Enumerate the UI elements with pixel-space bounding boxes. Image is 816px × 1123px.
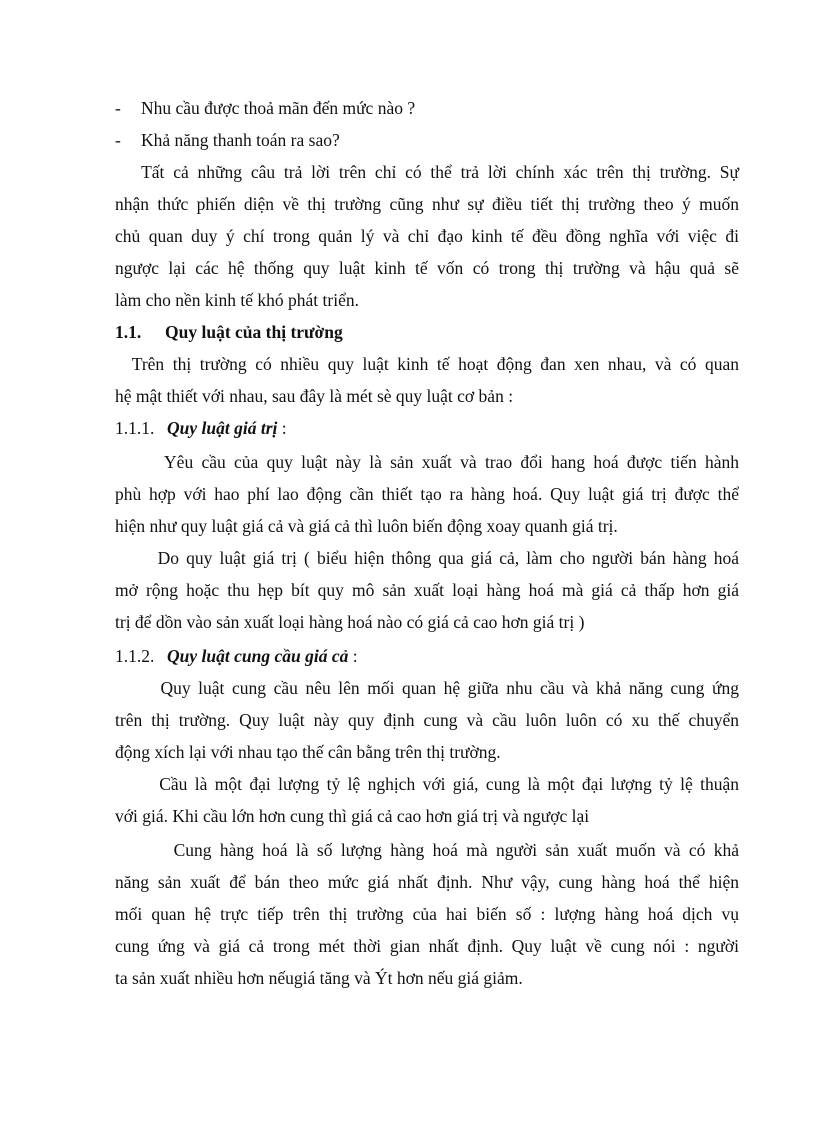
bullet-text: Khả năng thanh toán ra sao? bbox=[141, 130, 340, 150]
bullet-dash: - bbox=[115, 98, 121, 118]
paragraph-line: trên thị trường. Quy luật này quy định cung và cầu luôn luôn có xu thế chuyển bbox=[115, 710, 739, 730]
paragraph-line: ngược lại các hệ thống quy luật kinh tế vốn có trong thị trường và hậu quả sẽ bbox=[115, 258, 739, 278]
paragraph-line: mối quan hệ trực tiếp trên thị trường của hai biến số : lượng hàng hoá dịch vụ bbox=[115, 904, 739, 924]
paragraph-line: Tất cả những câu trả lời trên chỉ có thể trả lời chính xác trên thị trường. Sự bbox=[115, 162, 739, 182]
paragraph-line: trị để dồn vào sản xuất loại hàng hoá nào có giá cả cao hơn giá trị ) bbox=[115, 612, 585, 632]
paragraph-line: Do quy luật giá trị ( biểu hiện thông qua giá cả, làm cho người bán hàng hoá bbox=[115, 548, 739, 568]
subsection-heading bbox=[115, 416, 287, 440]
paragraph-line: năng sản xuất để bán theo mức giá nhất định. Như vậy, cung hàng hoá thể hiện bbox=[115, 872, 739, 892]
bullet-item bbox=[115, 96, 415, 120]
bullet-item bbox=[115, 128, 340, 152]
paragraph-line: nhận thức phiến diện về thị trường cũng như sự điều tiết thị trường theo ý muốn bbox=[115, 194, 739, 214]
bullet-dash: - bbox=[115, 130, 121, 150]
bullet-text: Nhu cầu được thoả mãn đến mức nào ? bbox=[141, 98, 416, 118]
subsection-suffix: : bbox=[277, 418, 287, 438]
paragraph-line: làm cho nền kinh tế khó phát triển. bbox=[115, 290, 359, 310]
paragraph-line: với giá. Khi cầu lớn hơn cung thì giá cả cao hơn giá trị và ngược lại bbox=[115, 806, 590, 826]
paragraph-line: Trên thị trường có nhiều quy luật kinh tế hoạt động đan xen nhau, và có quan bbox=[115, 354, 739, 374]
paragraph-line: hiện như quy luật giá cả và giá cả thì luôn biến động xoay quanh giá trị. bbox=[115, 516, 618, 536]
paragraph-line: Cung hàng hoá là số lượng hàng hoá mà người sản xuất muốn và có khả bbox=[115, 840, 739, 860]
paragraph-line: Cầu là một đại lượng tỷ lệ nghịch với giá, cung là một đại lượng tỷ lệ thuận bbox=[115, 774, 739, 794]
paragraph-line: mở rộng hoặc thu hẹp bít quy mô sản xuất loại hàng hoá mà giá cả thấp hơn giá bbox=[115, 580, 739, 600]
subsection-number: 1.1.2. bbox=[115, 646, 155, 666]
paragraph-line: hệ mật thiết với nhau, sau đây là mét sè quy luật cơ bản : bbox=[115, 386, 514, 406]
subsection-suffix: : bbox=[348, 646, 358, 666]
section-heading bbox=[115, 320, 343, 344]
paragraph-line: phù hợp với hao phí lao động cần thiết tạo ra hàng hoá. Quy luật giá trị được thể bbox=[115, 484, 739, 504]
paragraph-line: động xích lại với nhau tạo thế cân bằng trên thị trường. bbox=[115, 742, 501, 762]
paragraph-line: Quy luật cung cầu nêu lên mối quan hệ giữa nhu cầu và khả năng cung ứng bbox=[115, 678, 739, 698]
paragraph-line: chủ quan duy ý chí trong quản lý và chỉ đạo kinh tế đều đồng nghĩa với việc đi bbox=[115, 226, 739, 246]
subsection-title: Quy luật giá trị bbox=[167, 418, 278, 438]
section-number: 1.1. bbox=[115, 322, 142, 342]
paragraph-line: cung ứng và giá cả trong mét thời gian nhất định. Quy luật về cung nói : người bbox=[115, 936, 739, 956]
subsection-number: 1.1.1. bbox=[115, 418, 155, 438]
paragraph-line: Yêu cầu của quy luật này là sản xuất và trao đổi hang hoá được tiến hành bbox=[115, 452, 739, 472]
subsection-heading bbox=[115, 644, 358, 668]
section-title: Quy luật của thị trường bbox=[165, 322, 343, 342]
paragraph-line: ta sản xuất nhiều hơn nếugiá tăng và Ýt hơn nếu giá giảm. bbox=[115, 968, 523, 988]
subsection-title: Quy luật cung cầu giá cả bbox=[167, 646, 349, 666]
